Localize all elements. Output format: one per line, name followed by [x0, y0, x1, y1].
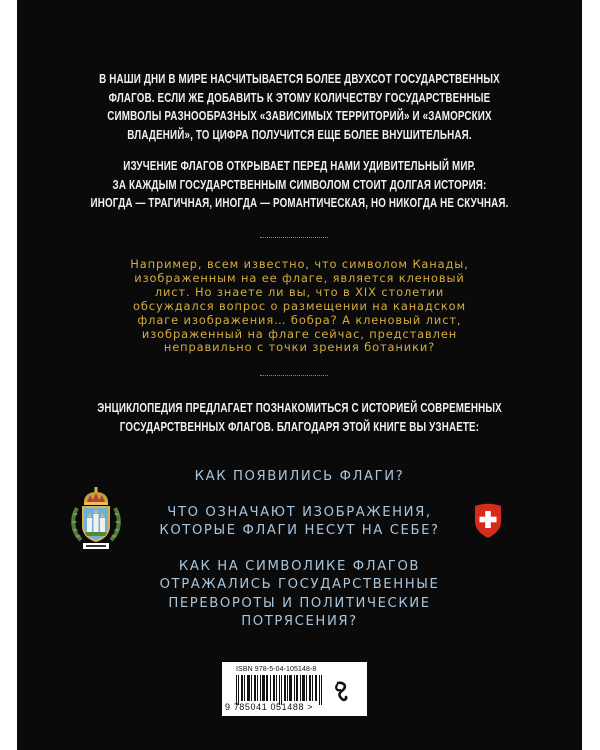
question-line: ОТРАЖАЛИСЬ ГОСУДАРСТВЕННЫЕ [159, 577, 440, 593]
isbn-barcode-block [222, 662, 367, 716]
dotted-divider [260, 375, 328, 376]
question-line: ЧТО ОЗНАЧАЮТ ИЗОБРАЖЕНИЯ, [167, 505, 432, 520]
study-line: ЗА КАЖДЫМ ГОСУДАРСТВЕННЫМ СИМВОЛОМ СТОИТ ДОЛГАЯ ИСТОРИЯ: [112, 177, 487, 192]
quote-line: лист. Но знаете ли вы, что в XIX столетии [154, 284, 445, 299]
question-line: КОТОРЫЕ ФЛАГИ НЕСУТ НА СЕБЕ? [159, 523, 440, 539]
quote-line: неправильно с точки зрения ботаники? [163, 340, 436, 355]
question-1 [17, 468, 582, 486]
intro-paragraph [79, 70, 520, 144]
encyclopedia-line: ГОСУДАРСТВЕННЫХ ФЛАГОВ. БЛАГОДАРЯ ЭТОЙ КНИГЕ ВЫ УЗНАЕТЕ: [119, 419, 480, 434]
intro-line: В НАШИ ДНИ В МИРЕ НАСЧИТЫВАЕТСЯ БОЛЕЕ ДВУХСОТ ГОСУДАРСТВЕННЫХ [99, 72, 500, 86]
quote-line: обсуждался вопрос о размещении на канадском [132, 298, 467, 313]
san-marino-coat-of-arms-icon [69, 486, 123, 552]
question-3 [17, 558, 582, 631]
quote-line: изображенный на флаге сейчас, представлен [141, 326, 458, 341]
isbn-digits: 9 785041 051488 > [225, 702, 314, 712]
isbn-label: ISBN 978-5-04-105148-8 [236, 666, 317, 673]
question-line: КАК ПОЯВИЛИСЬ ФЛАГИ? [194, 469, 405, 484]
dotted-divider [260, 237, 328, 238]
eksmo-publisher-logo-icon [334, 680, 350, 702]
quote-paragraph [17, 258, 582, 355]
study-line: ИНОГДА — ТРАГИЧНАЯ, ИНОГДА — РОМАНТИЧЕСКАЯ, НО НИКОГДА НЕ СКУЧНАЯ. [90, 196, 509, 210]
encyclopedia-paragraph [79, 399, 520, 436]
barcode-icon [236, 675, 324, 705]
quote-line: Например, всем известно, что символом Канады, [130, 257, 469, 271]
question-line: ПЕРЕВОРОТЫ И ПОЛИТИЧЕСКИЕ [168, 595, 431, 611]
question-line: КАК НА СИМВОЛИКЕ ФЛАГОВ [178, 559, 421, 574]
swiss-shield-icon [473, 503, 503, 538]
study-line: ИЗУЧЕНИЕ ФЛАГОВ ОТКРЫВАЕТ ПЕРЕД НАМИ УДИВИТЕЛЬНЫЙ МИР. [123, 159, 476, 173]
quote-line: изображенным на ее флаге, является кленовый [134, 270, 465, 285]
encyclopedia-line: ЭНЦИКЛОПЕДИЯ ПРЕДЛАГАЕТ ПОЗНАКОМИТЬСЯ С ИСТОРИЕЙ СОВРЕМЕННЫХ [97, 401, 502, 415]
question-line: ПОТРЯСЕНИЯ? [241, 613, 358, 629]
intro-line: СИМВОЛЫ РАЗНООБРАЗНЫХ «ЗАВИСИМЫХ ТЕРРИТОРИЙ» И «ЗАМОРСКИХ [107, 109, 492, 123]
book-back-cover [17, 0, 582, 750]
intro-line: ФЛАГОВ. ЕСЛИ ЖЕ ДОБАВИТЬ К ЭТОМУ КОЛИЧЕСТВУ ГОСУДАРСТВЕННЫЕ [108, 90, 491, 105]
quote-line: флаге изображения… бобра? А кленовый лист, [137, 312, 462, 327]
study-paragraph [79, 157, 520, 213]
intro-line: ВЛАДЕНИЙ», ТО ЦИФРА ПОЛУЧИТСЯ ЕЩЕ БОЛЕЕ ВНУШИТЕЛЬНАЯ. [127, 127, 472, 142]
